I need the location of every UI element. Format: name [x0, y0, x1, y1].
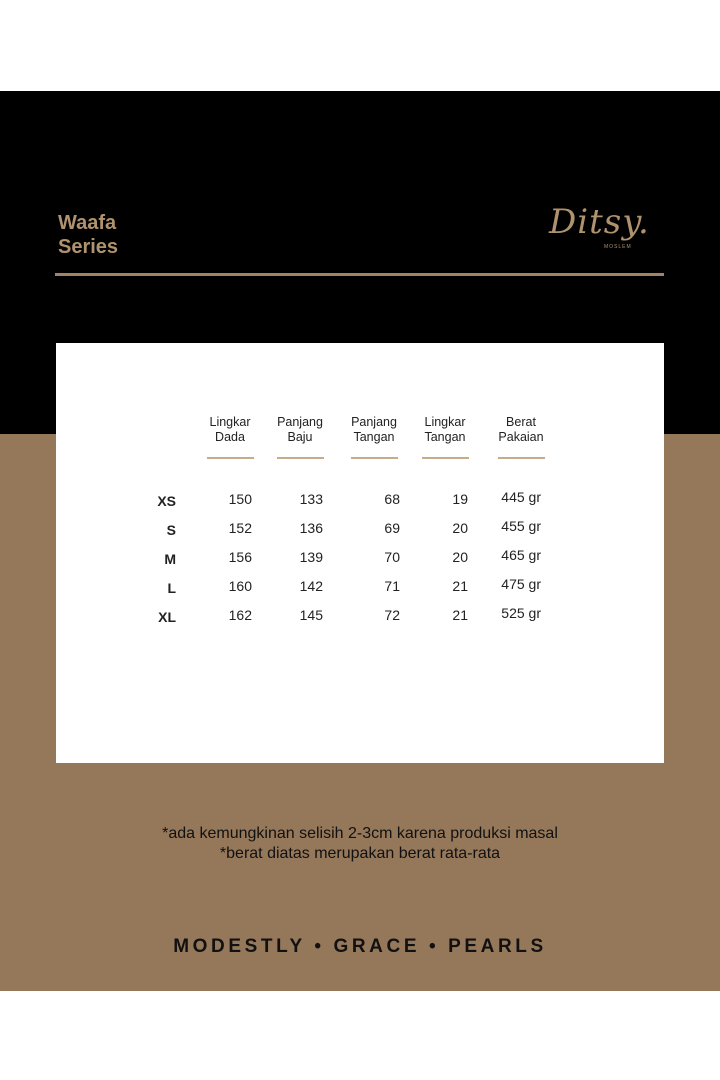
column-header-line: Lingkar	[424, 415, 466, 429]
column-header-line: Baju	[287, 430, 313, 444]
table-cell: 72	[384, 607, 400, 623]
note-line: *ada kemungkinan selisih 2-3cm karena produksi masal	[162, 825, 558, 842]
column-header-underline	[277, 457, 324, 459]
table-cell: 160	[228, 578, 252, 594]
table-cell: 20	[452, 520, 468, 536]
table-cell: 156	[228, 549, 252, 565]
column-header-underline	[351, 457, 398, 459]
note-line: *berat diatas merupakan berat rata-rata	[219, 845, 501, 862]
table-cell: 152	[228, 520, 252, 536]
table-cell: 162	[228, 607, 252, 623]
column-header-line: Berat	[506, 415, 536, 429]
column-header-line: Tangan	[424, 430, 466, 444]
column-header-line: Tangan	[353, 430, 395, 444]
table-cell: 133	[299, 491, 323, 507]
column-header	[264, 415, 336, 445]
table-cell: 475 gr	[501, 576, 541, 592]
column-header-underline	[207, 457, 254, 459]
table-cell: 21	[452, 607, 468, 623]
table-cell: 71	[384, 578, 400, 594]
table-cell: 20	[452, 549, 468, 565]
table-cell: 455 gr	[501, 518, 541, 534]
tagline: MODESTLY • GRACE • PEARLS	[173, 936, 547, 957]
table-cell: 465 gr	[501, 547, 541, 563]
column-header-line: Dada	[215, 430, 245, 444]
column-header	[338, 415, 410, 445]
size-label: M	[164, 551, 176, 567]
header-divider	[55, 273, 664, 276]
column-header-line: Panjang	[277, 415, 323, 429]
table-cell: 21	[452, 578, 468, 594]
size-label: XL	[158, 609, 176, 625]
table-cell: 142	[299, 578, 323, 594]
column-header	[409, 415, 481, 445]
table-cell: 145	[299, 607, 323, 623]
size-label: XS	[157, 493, 176, 509]
column-header-underline	[498, 457, 545, 459]
table-cell: 445 gr	[501, 489, 541, 505]
size-label: S	[166, 522, 176, 538]
brand-logo-subtext: MOSLEM	[604, 244, 632, 250]
column-header-line: Panjang	[351, 415, 397, 429]
column-header-line: Pakaian	[498, 430, 544, 444]
series-title: Waafa Series	[58, 212, 119, 258]
table-cell: 69	[384, 520, 400, 536]
brand-logo: Ditsy.	[549, 202, 650, 242]
column-header-line: Lingkar	[209, 415, 251, 429]
table-cell: 150	[228, 491, 252, 507]
table-cell: 525 gr	[501, 605, 541, 621]
table-cell: 19	[452, 491, 468, 507]
table-cell: 68	[384, 491, 400, 507]
column-header-underline	[422, 457, 469, 459]
column-header	[194, 415, 266, 445]
notes	[0, 824, 720, 864]
table-cell: 139	[299, 549, 323, 565]
size-label: L	[167, 580, 176, 596]
column-header	[485, 415, 557, 445]
table-cell: 70	[384, 549, 400, 565]
table-cell: 136	[299, 520, 323, 536]
